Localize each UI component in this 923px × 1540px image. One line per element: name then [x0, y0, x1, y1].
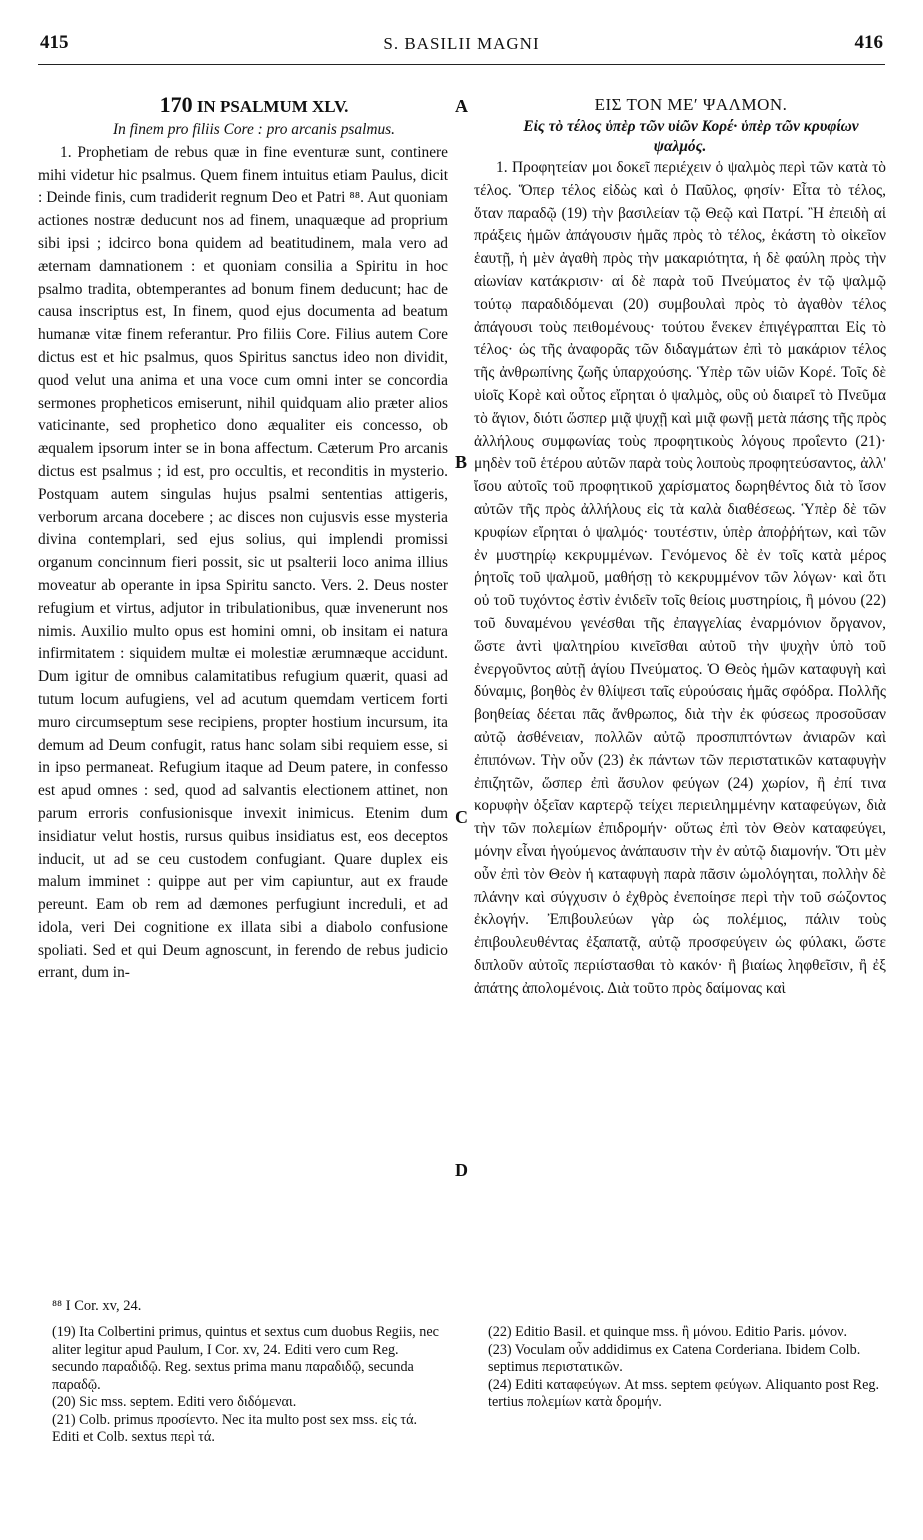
- column-number: 170: [159, 92, 193, 117]
- latin-title-text: IN PSALMUM XLV.: [196, 97, 349, 116]
- latin-footnote: ⁸⁸ I Cor. xv, 24.: [52, 1298, 142, 1314]
- margin-letter-c: C: [455, 807, 468, 827]
- note-19: (19) Ita Colbertini primus, quintus et sextus cum duobus Regiis, nec aliter legitur apud Paulum, I Cor. xv, 24. Editi vero cum Reg. secundo παραδιδῷ. Reg. sextus prima manu παραδιδῷ, secunda παραδῷ.: [52, 1324, 439, 1393]
- note-22: (22) Editio Basil. et quinque mss. ἢ μόνου. Editio Paris. μόνον.: [488, 1324, 848, 1340]
- margin-letter-d: D: [455, 1160, 468, 1180]
- margin-letter-b: B: [455, 452, 468, 472]
- greek-subtitle: Εἰς τὸ τέλος ὑπὲρ τῶν υἱῶν Κορέ· ὑπὲρ τῶν κρυφίων ψαλμός.: [523, 118, 859, 155]
- header-rule: [38, 64, 885, 65]
- latin-column: [38, 93, 448, 985]
- running-title: S. BASILII MAGNI: [383, 34, 540, 53]
- note-21: (21) Colb. primus προσίεντο. Nec ita multo post sex mss. εἰς τά. Editi et Colb. sextus περὶ τά.: [52, 1411, 418, 1445]
- note-20: (20) Sic mss. septem. Editi vero διδόμεναι.: [52, 1394, 297, 1410]
- latin-body: 1. Prophetiam de rebus quæ in fine eventuræ sunt, continere mihi videtur hic psalmus. Quem finem intuitus etiam Paulus, dicit : Deinde finis, cum tradiderit regnum Deo et Patri ⁸⁸. Aut quoniam actiones nostræ deducunt nos ad finem, unaquæque ad proprium sibi ipsi ; idcirco bona quidem ad beatitudinem, mala vero ad æternam damnationem : et quoniam consilia a Spiritu in hoc psalmo tradita, obtemperantes ad bonum finem deducunt; hac de causa inscriptus est, In finem, quod ejus documenta ad beatum humanæ vitæ finem referantur. Pro filiis Core. Filius autem Core dictus est et hic psalmus, quos Spiritus sanctus ideo non dividit, quod velut una anima et una voce cum omni inter se concordia sermones propheticos emiserunt, nihil quidquam alio præter alios vaticinante, sed prophetico dono æqualiter eis concesso, ob æqualem ipsorum inter se in bona affectum. Cæterum Pro arcanis dictus est psalmus ; id est, pro occultis, et reconditis in mysterio. Postquam autem singulas hujus psalmi sententias attigeris, verborum arcana docebere ; ac disces non cujusvis esse mysteria divina contemplari, sed ejus solius, qui implendi promissi organum concinnum fieri possit, sic ut psalterii loco anima illius moveatur ab operante in ipsa Spiritu sancto. Vers. 2. Deus noster refugium et virtus, adjutor in tribulationibus, quæ invenerunt nos nimis. Auxilio multo opus est homini omni, ob insitam ei natura infirmitatem : siquidem multæ ei molestiæ ærumnæque accidunt. Dum igitur de omnibus calamitatibus refugium quærit, quasi ad tutum locum aufugiens, vel ad acutum quemdam verticem forti muro circumseptum sese recipiens, propter hostium incursum, ita demum ad Deum confugit, ratus hanc solam sibi requiem esse, si in ipso permaneat. Refugium itaque ad Deum patere, in confesso est apud omnes : sed, quod ad salvantis electionem attinet, non parum erroris confusionisque invexit inimicus. Etenim dum insidiatur velut hostis, rursus quibus insidiatus est, eos deceptos inducit, ut ad se ceu custodem confugiant. Quare duplex eis malum imminet : quippe aut per vim capiuntur, aut ex fraude pereunt. Eam ob rem ad dæmones perfugiunt increduli, et ad idola, veri Dei cognitione ex illata sibi a diabolo confusione spoliati. Sed et qui Deum agnoscunt, in ferendo de rebus judicio errant, dum in-: [38, 143, 448, 982]
- note-23: (23) Voculam οὖν addidimus ex Catena Corderiana. Ibidem Colb. septimus περιστατικῶν.: [488, 1341, 861, 1375]
- notes-left: [52, 1324, 444, 1447]
- greek-body: 1. Προφητείαν μοι δοκεῖ περιέχειν ὁ ψαλμὸς περὶ τῶν κατὰ τὸ τέλος. Ὅπερ τέλος εἰδὼς καὶ ὁ Παῦλος, φησίν· Εἶτα τὸ τέλος, ὅταν παραδῷ (19) τὴν βασιλείαν τῷ Θεῷ καὶ Πατρί. Ἢ ἐπειδὴ αἱ πράξεις ἡμῶν ἀπάγουσιν ἡμᾶς πρὸς τὸ τέλος, ἑκάστη τὸ οἰκεῖον ἑαυτῇ, ἡ μὲν ἀγαθὴ πρὸς τὴν μακαριότητα, ἡ δὲ φαύλη πρὸς τὴν αἰωνίαν κατάκρισιν· αἱ δὲ παρὰ τοῦ Πνεύματος ἐν τῷ ψαλμῷ τούτῳ παραδιδόμεναι (20) συμβουλαὶ πρὸς τὸ ἀγαθὸν τέλος ἀπάγουσι τοὺς πειθομένους· τούτου ἕνεκεν ἐπιγέγραπται Εἰς τὸ τέλος· ὡς τῆς ἀναφορᾶς τῶν διδαγμάτων ἐπὶ τὸ μακάριον τέλος τῆς ἀνθρωπίνης ζωῆς ὑπαρχούσης. Ὑπὲρ τῶν υἱῶν Κορέ. Τοῖς δὲ υἱοῖς Κορὲ καὶ οὗτος εἴρηται ὁ ψαλμὸς, οὓς οὐ διαιρεῖ τὸ Πνεῦμα τὸ ἅγιον, διότι ὥσπερ μιᾷ ψυχῇ καὶ μιᾷ φωνῇ μετὰ πάσης τῆς πρὸς ἀλλήλους συμφωνίας τοὺς προφητικοὺς λόγους προΐεντο (21)· μηδὲν τοῦ ἑτέρου αὐτῶν παρὰ τοὺς λοιποὺς προφητεύσαντος, ἀλλ' ἴσου αὐτοῖς τοῦ προφητικοῦ χαρίσματος δωρηθέντος διὰ τὸ ἴσον αὐτῶν τῆς πρὸς ἀλλήλους εἰς τὰ καλὰ διαθέσεως. Ὑπὲρ δὲ τῶν κρυφίων εἴρηται ὁ ψαλμός· τουτέστιν, ὑπὲρ ἀποῤῥήτων, καὶ τῶν ἐν μυστηρίῳ κεκρυμμένων. Γενόμενος δὲ ἐν τοῖς κατὰ μέρος ῥητοῖς τοῦ ψαλμοῦ, μαθήσῃ τὸ κεκρυμμένον τῶν λόγων· καὶ ὅτι οὐ τοῦ τυχόντος ἐστὶν ἐνιδεῖν τοῖς θείοις μυστηρίοις, ἢ μόνου (22) τοῦ δυναμένου γενέσθαι τῆς ἐπαγγελίας ἐναρμόνιον ὄργανον, ὥστε ἀντὶ ψαλτηρίου κινεῖσθαι αὐτοῦ τὴν ψυχὴν ὑπὸ τοῦ ἐνεργοῦντος αὐτῇ ἁγίου Πνεύματος. Ὁ Θεὸς ἡμῶν καταφυγὴ καὶ δύναμις, βοηθὸς ἐν θλίψεσι ταῖς εὑρούσαις ἡμᾶς σφόδρα. Πολλῆς βοηθείας δέεται πᾶς ἄνθρωπος, διὰ τὴν ἐκ φύσεως προσοῦσαν αὐτῷ ἀσθένειαν, πολλῶν αὐτῷ προσπιπτόντων ἀνιαρῶν καὶ ἐπιπόνων. Τὴν οὖν (23) ἐκ πάντων τῶν περιστατικῶν καταφυγὴν ἐπιζητῶν, ὥσπερ ἐπὶ ἄσυλον φεύγων (24) χωρίον, ἢ ἐπί τινα κορυφὴν ὀξεῖαν καρτερῷ τείχει περιειλημμένην καταφεύγων, διὰ τὴν τῶν πολεμίων ἐπιδρομήν· οὕτως ἐπὶ τὸν Θεὸν καταφεύγει, μόνην εἶναι ἡγούμενος ἀνάπαυσιν τὴν ἐν αὐτῷ διαμονήν. Ὅτι μὲν οὖν ἐπὶ τὸν Θεὸν ἡ καταφυγὴ παρὰ πᾶσιν ὡμολόγηται, πολλὴν δὲ πλάνην καὶ σύγχυσιν ὁ ἐχθρὸς ἐνεποίησε περὶ τὴν τοῦ σώζοντος ἐκλογήν. Ἐπιβουλεύων γὰρ ὡς πολέμιος, πάλιν τοὺς ἐπιβουλευθέντας ἐξαπατᾷ, αὐτῷ προσφεύγειν ὡς φύλακι, ὥστε διπλοῦν αὐτοῖς περιίστασθαι τὸ κακόν· ἢ βιαίως ληφθεῖσιν, ἢ ἐξ ἀπάτης ἀπολομένοις. Διὰ τοῦτο πρὸς δαίμονας καὶ: [474, 159, 886, 997]
- greek-title: ΕΙΣ ΤΟΝ ΜΕʹ ΨΑΛΜΟΝ.: [594, 95, 788, 114]
- greek-column: [474, 93, 886, 1000]
- page-number-right: 416: [854, 32, 883, 53]
- notes-right: [488, 1324, 884, 1412]
- latin-title: [38, 93, 448, 119]
- latin-subtitle: In finem pro filiis Core : pro arcanis psalmus.: [112, 121, 396, 138]
- page-header: [0, 32, 923, 60]
- margin-letter-a: A: [455, 96, 468, 116]
- page-number-left: 415: [40, 32, 69, 53]
- note-24: (24) Editi καταφεύγων. At mss. septem φεύγων. Aliquanto post Reg. tertius πολεμίων κατὰ δρομήν.: [488, 1376, 880, 1410]
